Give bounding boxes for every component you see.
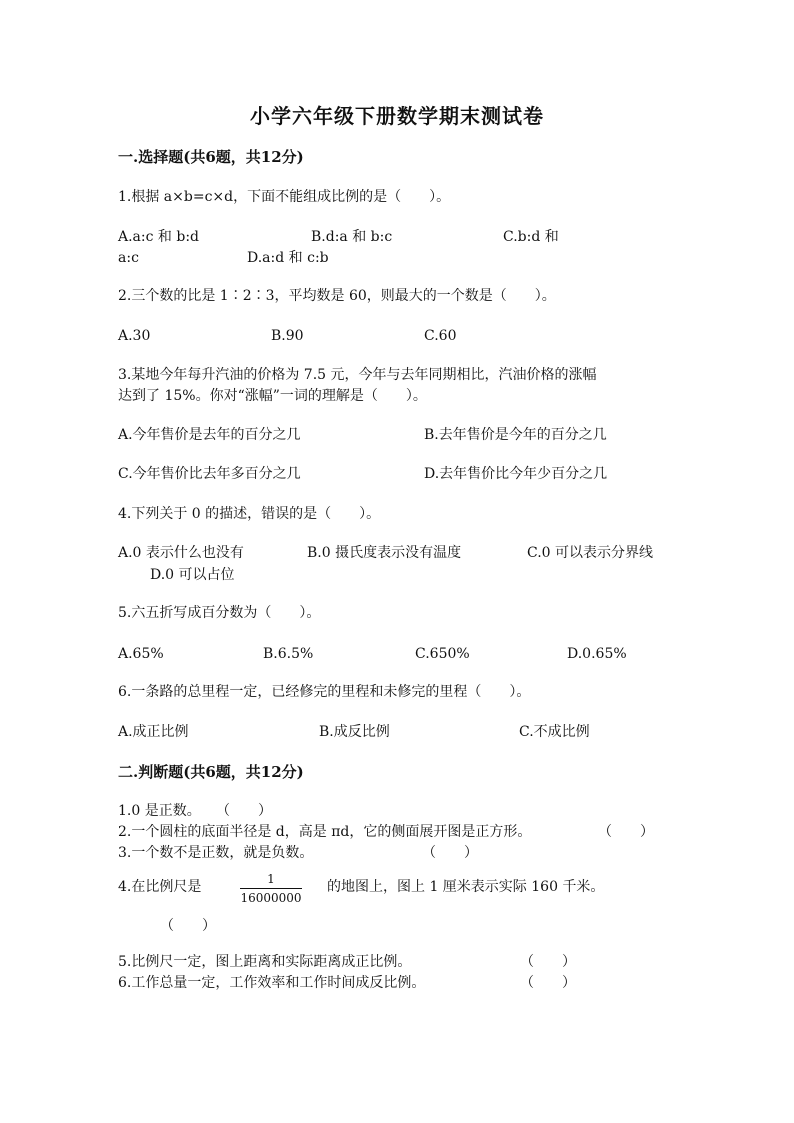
q4-option-c: C.0 可以表示分界线 — [527, 545, 654, 561]
question-5-stem: 5.六五折写成百分数为（ ）。 — [118, 605, 321, 621]
q6-option-a: A.成正比例 — [118, 724, 189, 740]
q4-option-b: B.0 摄氏度表示没有温度 — [307, 545, 462, 561]
judge-6-blank: （ ） — [520, 975, 576, 991]
judge-2-text: 2.一个圆柱的底面半径是 d，高是 πd，它的侧面展开图是正方形。 — [118, 824, 532, 840]
question-3-stem-line2: 达到了 15%。你对“涨幅”一词的理解是（ ）。 — [118, 388, 427, 404]
q1-option-a: A.a:c 和 b:d — [118, 229, 200, 245]
q4-option-d: D.0 可以占位 — [150, 567, 235, 583]
judge-5-blank: （ ） — [520, 954, 576, 970]
q5-option-d: D.0.65% — [567, 646, 627, 662]
question-2-stem: 2.三个数的比是 1∶2∶3，平均数是 60，则最大的一个数是（ ）。 — [118, 288, 556, 304]
question-3-stem-line1: 3.某地今年每升汽油的价格为 7.5 元，今年与去年同期相比，汽油价格的涨幅 — [118, 367, 597, 383]
q6-option-b: B.成反比例 — [319, 724, 390, 740]
judge-1-text: 1.0 是正数。 — [118, 803, 201, 819]
q1-option-c-continued: a:c — [118, 250, 139, 266]
section-heading-judgement: 二.判断题(共6题，共12分) — [118, 763, 304, 781]
judge-3-blank: （ ） — [422, 845, 478, 861]
q1-option-d: D.a:d 和 c:b — [247, 250, 329, 266]
question-4-stem: 4.下列关于 0 的描述，错误的是（ ）。 — [118, 506, 381, 522]
section-heading-choice: 一.选择题(共6题，共12分) — [118, 148, 304, 166]
q2-option-c: C.60 — [424, 328, 457, 344]
q5-option-c: C.650% — [415, 646, 470, 662]
scale-fraction — [240, 872, 302, 905]
judge-3-text: 3.一个数不是正数，就是负数。 — [118, 845, 314, 861]
fraction-numerator: 1 — [267, 872, 275, 886]
q3-option-b: B.去年售价是今年的百分之几 — [424, 427, 607, 443]
judge-6-text: 6.工作总量一定，工作效率和工作时间成反比例。 — [118, 975, 426, 991]
judge-5-text: 5.比例尺一定，图上距离和实际距离成正比例。 — [118, 954, 412, 970]
q1-option-c: C.b:d 和 — [503, 229, 559, 245]
judge-2-blank: （ ） — [598, 824, 654, 840]
question-1-stem: 1.根据 a×b=c×d，下面不能组成比例的是（ ）。 — [118, 189, 451, 205]
q5-option-b: B.6.5% — [263, 646, 314, 662]
q3-option-c: C.今年售价比去年多百分之几 — [118, 466, 301, 482]
q2-option-b: B.90 — [271, 328, 304, 344]
judge-4-blank: （ ） — [160, 918, 216, 934]
fraction-bar — [240, 888, 302, 889]
judge-1-blank: （ ） — [216, 803, 272, 819]
fraction-denominator: 16000000 — [240, 891, 302, 905]
judge-4-prefix: 4.在比例尺是 — [118, 879, 202, 895]
q5-option-a: A.65% — [118, 646, 164, 662]
judge-4-suffix: 的地图上，图上 1 厘米表示实际 160 千米。 — [327, 879, 605, 895]
q3-option-d: D.去年售价比今年少百分之几 — [424, 466, 608, 482]
q1-option-b: B.d:a 和 b:c — [311, 229, 393, 245]
q2-option-a: A.30 — [118, 328, 151, 344]
q6-option-c: C.不成比例 — [519, 724, 590, 740]
q3-option-a: A.今年售价是去年的百分之几 — [118, 427, 301, 443]
question-6-stem: 6.一条路的总里程一定，已经修完的里程和未修完的里程（ ）。 — [118, 684, 531, 700]
q4-option-a: A.0 表示什么也没有 — [118, 545, 244, 561]
exam-title: 小学六年级下册数学期末测试卷 — [250, 104, 544, 128]
